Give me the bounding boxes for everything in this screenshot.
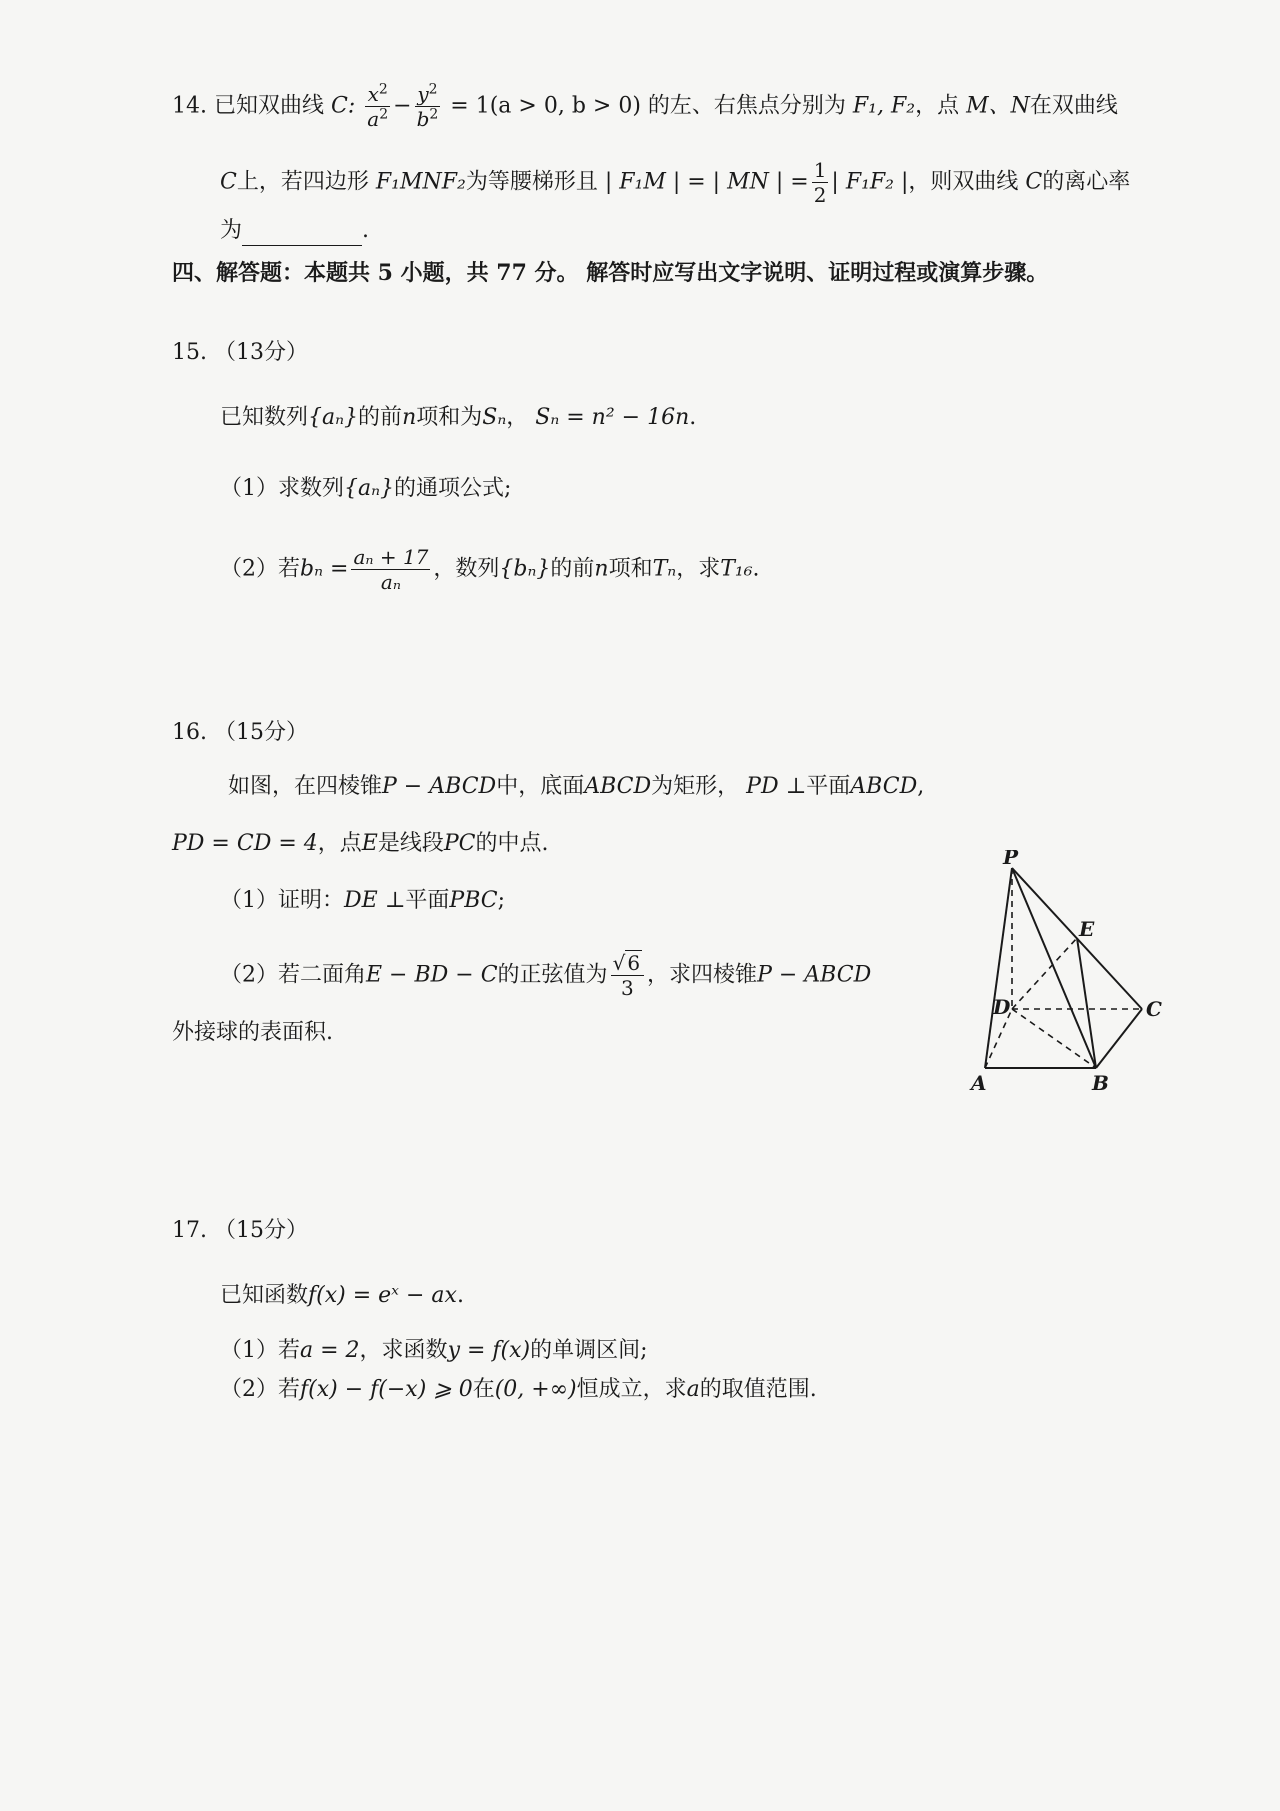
q16-part-2-cont: 外接球的表面积. xyxy=(172,1020,333,1045)
q16-stem-1: 如图，在四棱锥P − ABCD中，底面ABCD为矩形， PD ⊥平面ABCD, xyxy=(228,774,925,799)
q17-stem: 已知函数f(x) = eˣ − ax. xyxy=(220,1283,464,1308)
label-e: E xyxy=(1079,917,1095,941)
fraction-y2-b2: $\frac{y^2}{b^2}$ xyxy=(416,81,439,131)
q14-line-3: 为 . xyxy=(220,216,369,246)
edge-pa xyxy=(985,868,1012,1068)
q16-header: 16. （15分） xyxy=(172,720,308,745)
q16-stem-2: PD = CD = 4，点E是线段PC的中点. xyxy=(172,831,549,856)
section-header: 四、解答题：本题共 5 小题，共 77 分。 解答时应写出文字说明、证明过程或演算步骤。 xyxy=(172,260,1049,286)
q15-part-1: （1）求数列{aₙ}的通项公式; xyxy=(220,476,512,501)
fraction-sqrt6-3: $\frac{√ 6}{3}$ xyxy=(611,951,644,1000)
fraction-an17-an: $\frac{\text{aₙ + 17}}{\text{aₙ}}$ xyxy=(353,545,429,594)
q17-part-1: （1）若a = 2，求函数y = f(x)的单调区间; xyxy=(220,1338,648,1363)
q17-part-2: （2）若f(x) − f(−x) ⩾ 0在(0, +∞)恒成立，求a的取值范围. xyxy=(220,1377,817,1402)
pyramid-figure xyxy=(955,850,1175,1100)
q16-part-2: （2）若二面角E − BD − C的正弦值为 $\frac{√ 6}{3}$ ，求四棱锥P − ABCD xyxy=(220,951,872,1000)
q14-line-2: C上，若四边形 F₁MNF₂为等腰梯形且 | F₁M | = | MN | = $\frac{1}{2}$ | F₁F₂ |，则双曲线 C的离心率 xyxy=(220,158,1131,207)
q15-part-2: （2）若bₙ = $\frac{\text{aₙ + 17}}{\text{aₙ}}$ ，数列{bₙ}的前n项和Tₙ，求T₁₆. xyxy=(220,545,760,594)
answer-blank[interactable] xyxy=(242,225,362,246)
label-a: A xyxy=(971,1071,987,1095)
label-d: D xyxy=(993,995,1011,1019)
q15-header: 15. （13分） xyxy=(172,340,308,365)
q14-line-1: 14. 已知双曲线 C: $\frac{x^2}{a^2}$ − $\frac{y^2}{b^2}$ = 1(a > 0, b > 0) 的左、右焦点分别为 F₁, F₂，点 M、N在双曲线 xyxy=(172,81,1118,131)
q15-stem: 已知数列{aₙ}的前n项和为Sₙ， Sₙ = n² − 16n. xyxy=(220,405,697,430)
fraction-one-half: $\frac{1}{2}$ xyxy=(813,158,827,207)
label-p: P xyxy=(1003,850,1019,869)
q16-part-1: （1）证明：DE ⊥平面PBC; xyxy=(220,888,506,913)
edge-eb xyxy=(1077,938,1096,1068)
fraction-x2-a2: $\frac{x^2}{a^2}$ xyxy=(367,81,389,131)
edge-bc xyxy=(1096,1009,1142,1068)
label-b: B xyxy=(1092,1071,1109,1095)
question-number: 14. xyxy=(172,93,207,119)
label-c: C xyxy=(1146,997,1162,1021)
edge-pb xyxy=(1012,868,1096,1068)
q17-header: 17. （15分） xyxy=(172,1218,308,1243)
